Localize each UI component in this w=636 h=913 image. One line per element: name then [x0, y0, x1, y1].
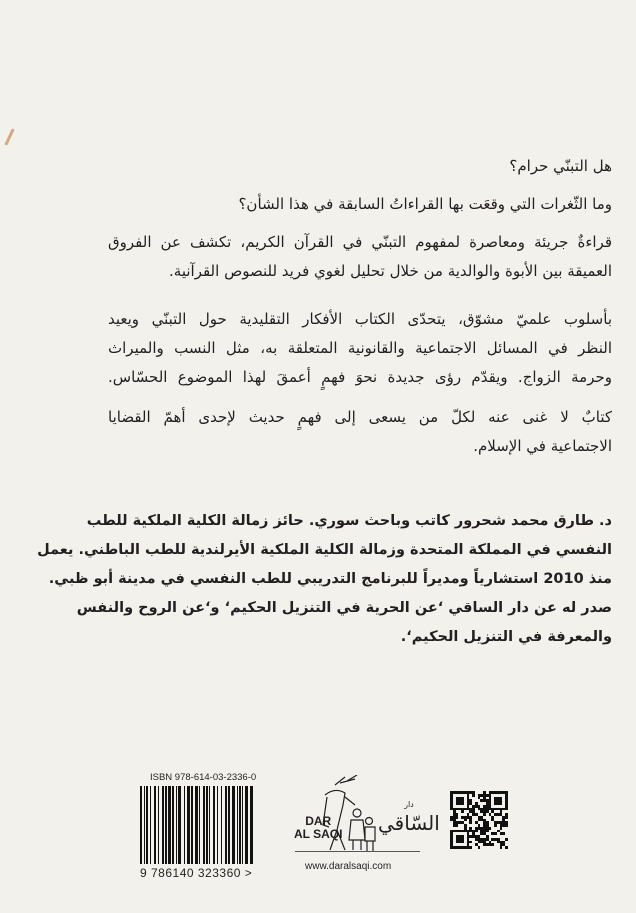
- isbn-text: ISBN 978-614-03-2336-0: [150, 772, 257, 783]
- qr-code: [450, 791, 508, 849]
- intro-questions: [108, 152, 612, 219]
- publisher-ar-small: دار: [404, 800, 414, 809]
- text-line: كتابٌ لا غنى عنه لكلّ من يسعى إلى فهمٍ حديث لإحدى أهمّ القضايا: [108, 408, 612, 426]
- text-line: العميقة بين الأبوة والوالدية من خلال تحليل لغوي فريد للنصوص القرآنية.: [169, 262, 612, 280]
- bio-line: منذ 2010 استشارياً ومديراً للبرنامج التدريبي للطب النفسي في مدينة أبو ظبي.: [48, 571, 612, 587]
- text-line: بأسلوب علميّ مشوّق، يتحدّى الكتاب الأفكار التقليدية حول التبنّي ويعيد: [108, 310, 612, 328]
- publisher-name-en: [294, 815, 342, 841]
- text-line: وحرمة الزواج. ويقدّم رؤى جديدة نحوَ فهمٍ أعمقَ لهذا الموضوع الحسّاس.: [108, 368, 612, 386]
- text-line: النظر في المسائل الاجتماعية والقانونية المتعلقة به، مثل النسب والميراث: [108, 339, 612, 357]
- barcode-bar: [253, 786, 254, 864]
- pen-mark: [4, 128, 14, 146]
- logo-divider: [295, 851, 420, 852]
- publisher-url: www.daralsaqi.com: [305, 861, 392, 872]
- qr-module: [505, 846, 508, 849]
- text-line: الاجتماعية في الإسلام.: [473, 437, 612, 455]
- bio-line: صدر له عن دار الساقي ‘عن الحرية في التنزيل الحكيم‘ و‘عن الروح والنفس: [76, 600, 612, 616]
- publisher-name-ar: [378, 800, 440, 836]
- question-line: هل التبنّي حرام؟: [509, 157, 612, 175]
- barcode-digits: 9 786140 323360 >: [140, 866, 253, 880]
- barcode: [140, 786, 300, 864]
- bio-line: النفسي في المملكة المتحدة وزمالة الكلية الملكية الأيرلندية للطب الباطني. يعمل: [37, 542, 612, 558]
- paragraph-3: [108, 403, 612, 461]
- bio-line: د. طارق محمد شحرور كاتب وباحث سوري. حائز زمالة الكلية الملكية للطب: [86, 513, 612, 529]
- publisher-name-line: DAR: [305, 814, 332, 828]
- paragraph-2: [108, 305, 612, 392]
- paragraph-1: [108, 228, 612, 286]
- question-line: وما الثّغرات التي وقعَت بها القراءاتُ السابقة في هذا الشأن؟: [238, 195, 612, 213]
- bio-line: والمعرفة في التنزيل الحكيم‘.: [400, 629, 612, 645]
- text-line: قراءةٌ جريئة ومعاصرة لمفهوم التبنّي في القرآن الكريم، تكشف عن الفروق: [108, 233, 612, 251]
- publisher-name-line: AL SAQI: [294, 827, 343, 841]
- author-bio: [37, 507, 612, 652]
- publisher-ar-main: السّاقي: [378, 811, 440, 835]
